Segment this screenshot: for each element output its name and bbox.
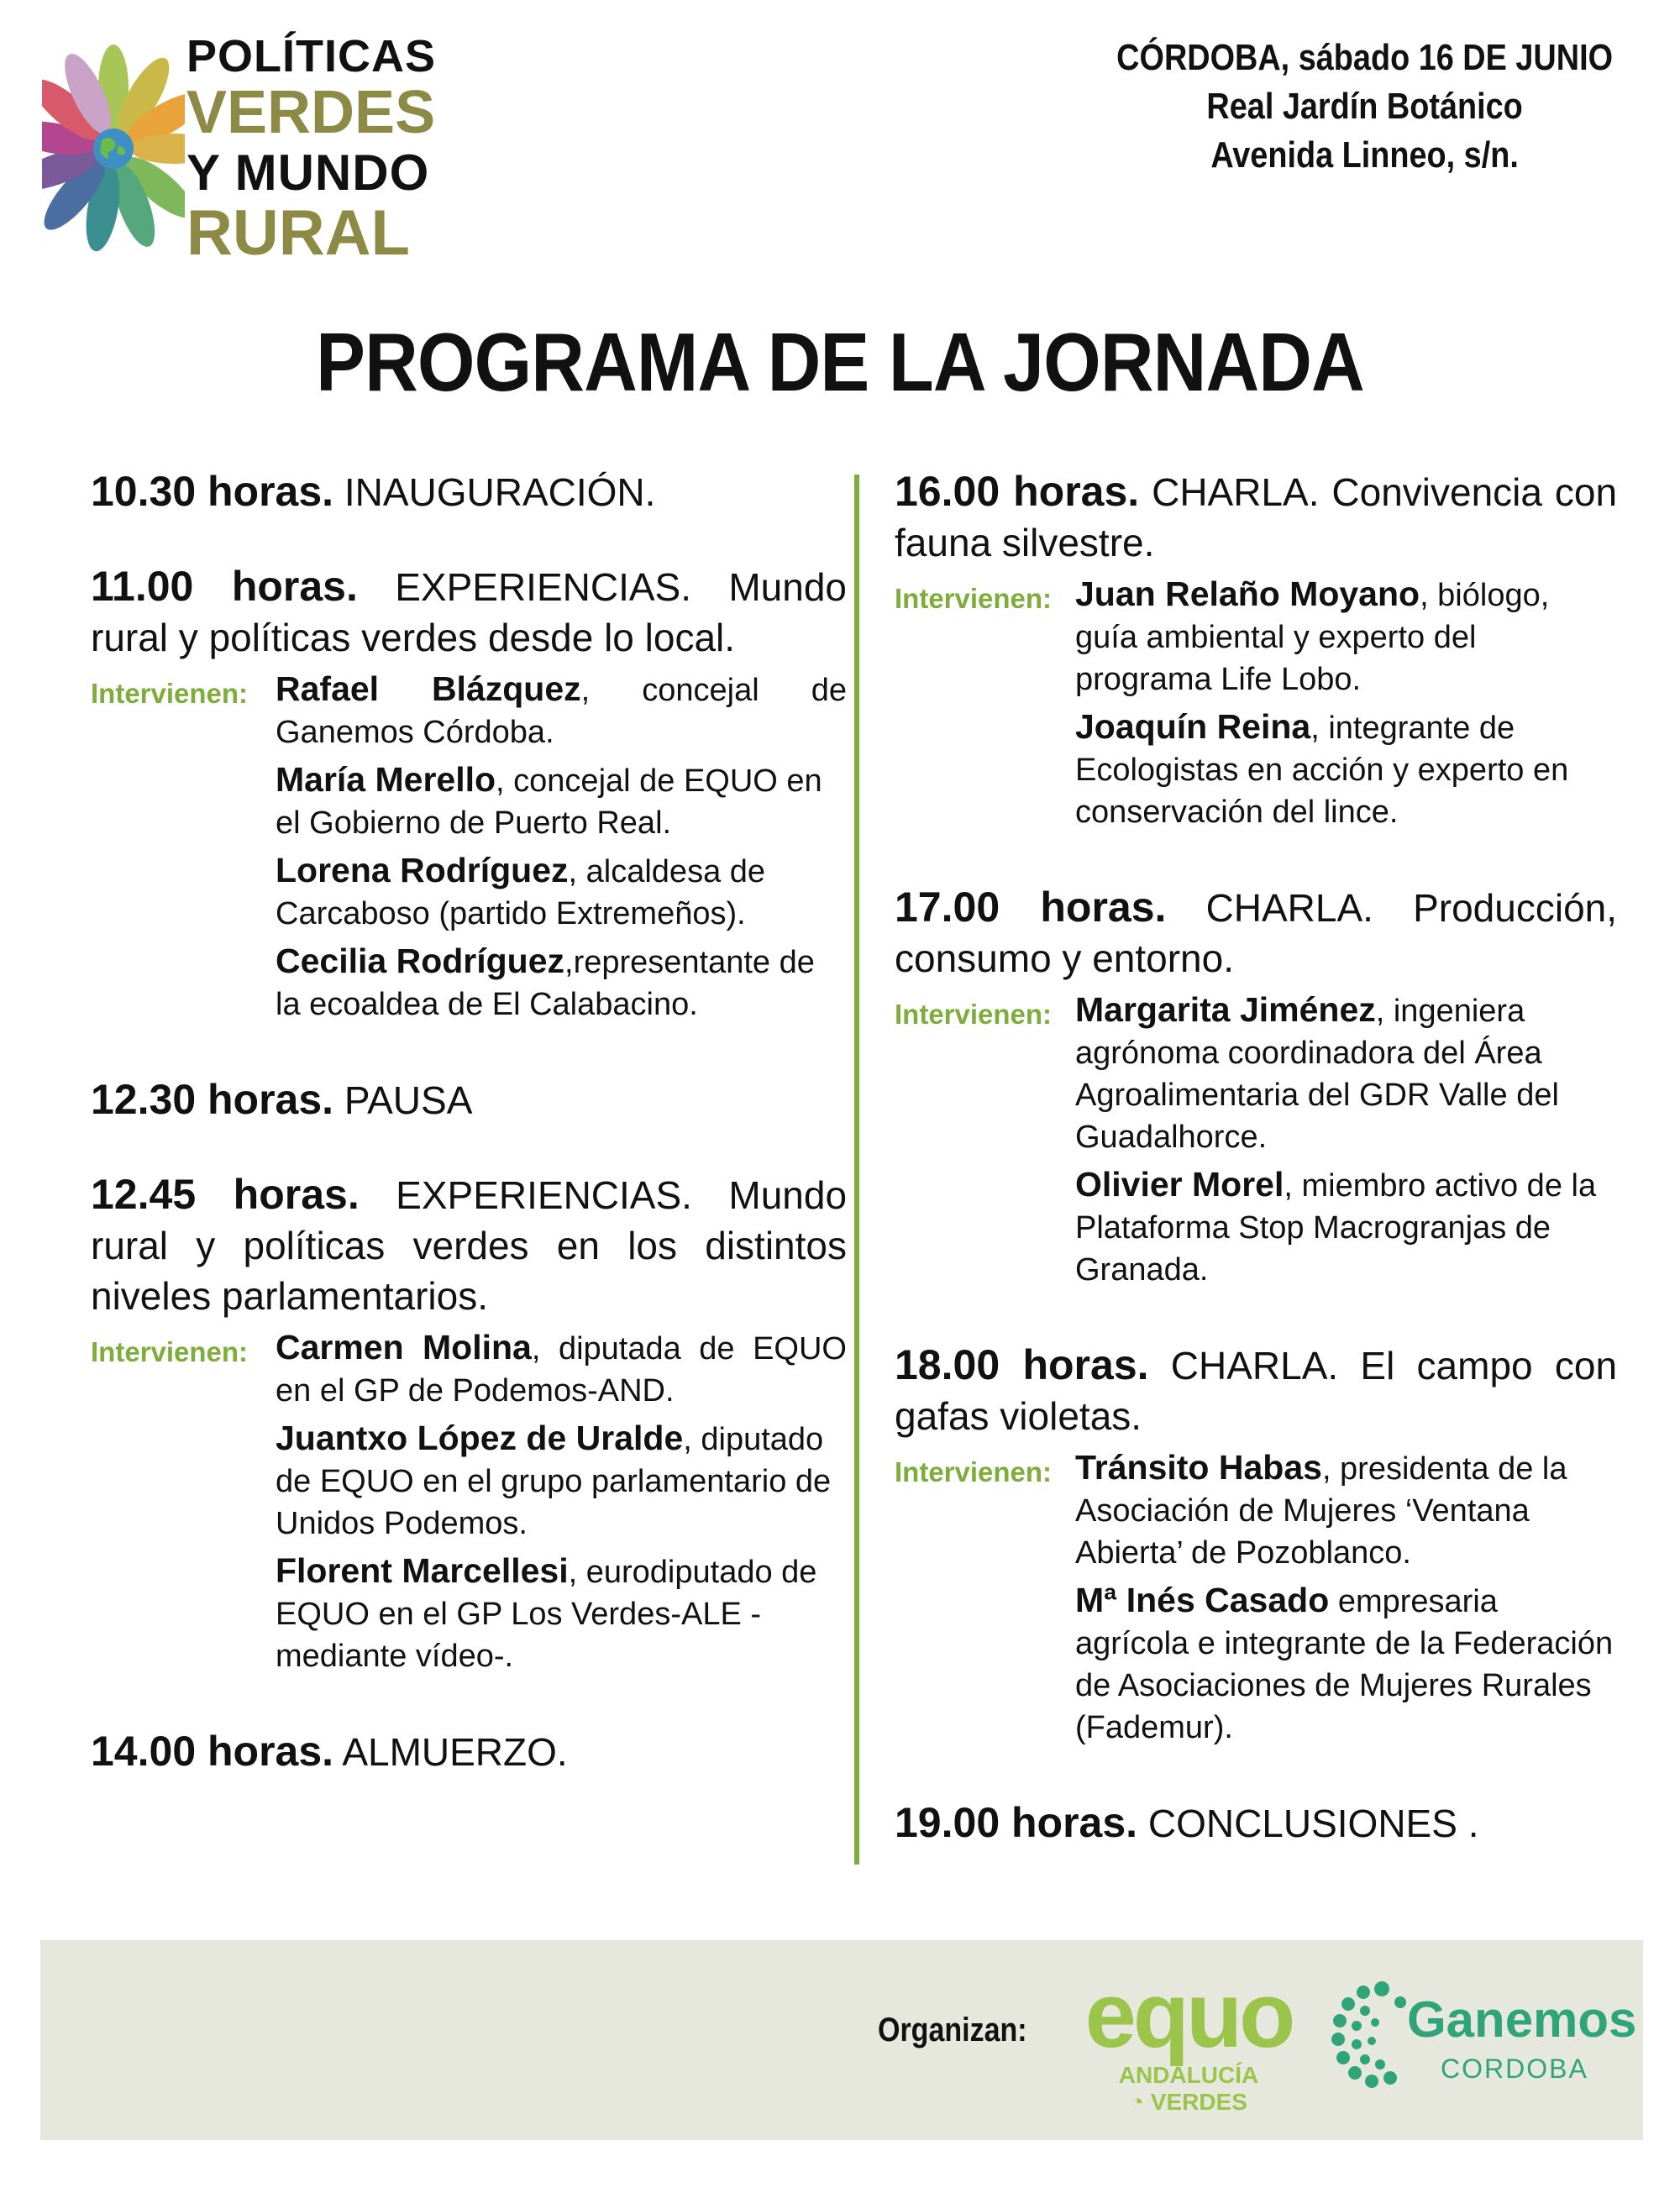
speaker-role: ,representante de la ecoaldea de El Calabacino. <box>276 945 815 1022</box>
equo-tagline: ◔ VERDES <box>1130 2089 1247 2115</box>
item-time: 12.30 horas. <box>91 1076 334 1123</box>
speaker-name: Lorena Rodríguez <box>276 851 569 889</box>
item-time: 14.00 horas. <box>91 1728 334 1775</box>
venue-info <box>1116 34 1613 180</box>
speaker <box>1075 573 1617 700</box>
schedule-item <box>91 466 847 517</box>
item-time: 11.00 horas. <box>91 563 358 610</box>
speaker-name: Olivier Morel <box>1075 1165 1284 1204</box>
speaker <box>1075 1446 1617 1574</box>
schedule-item <box>91 1074 847 1125</box>
speaker-role: , alcaldesa de Carcaboso (partido Extremeños). <box>276 854 766 931</box>
speaker-role: , eurodiputado de EQUO en el GP Los Verdes-ALE -mediante vídeo-. <box>276 1555 817 1674</box>
equo-logo <box>1063 1964 1315 2116</box>
item-label: INAUGURACIÓN. <box>344 470 656 514</box>
speaker <box>1075 1163 1617 1291</box>
ganemos-logo <box>1331 1974 1637 2100</box>
item-time: 16.00 horas. <box>895 468 1140 515</box>
speaker <box>276 668 847 753</box>
item-description: Convivencia con fauna silvestre. <box>895 470 1618 564</box>
item-time: 10.30 horas. <box>91 468 334 515</box>
speaker <box>276 1550 847 1677</box>
item-time: 17.00 horas. <box>895 884 1167 931</box>
item-label: EXPERIENCIAS. <box>396 1173 692 1217</box>
speaker-role: , ingeniera agrónoma coordinadora del Área Agroalimentaria del GDR Valle del Guadalhorce. <box>1075 994 1559 1155</box>
speakers <box>91 1326 847 1682</box>
event-logo <box>42 31 445 269</box>
schedule-item <box>895 1340 1617 1754</box>
event-address: Avenida Linneo, s/n. <box>1210 134 1519 176</box>
equo-region: ANDALUCÍA <box>1118 2062 1259 2088</box>
schedule-item <box>895 1797 1617 1849</box>
logo-line-3: Y MUNDO <box>186 144 430 201</box>
item-description: Mundo rural y políticas verdes desde lo local. <box>91 565 847 659</box>
speaker-name: Cecilia Rodríguez <box>276 942 565 980</box>
speaker-role: empresaria agrícola e integrante de la Federación de Asociaciones de Mujeres Rurales (Fademur). <box>1075 1584 1614 1745</box>
event-place: Real Jardín Botánico <box>1206 86 1523 127</box>
item-label: PAUSA <box>344 1078 473 1122</box>
item-label: CHARLA. <box>1170 1344 1339 1388</box>
logo-line-1: POLÍTICAS <box>186 31 437 81</box>
item-label: CONCLUSIONES . <box>1147 1802 1479 1845</box>
page-title: PROGRAMA DE LA JORNADA <box>316 316 1364 408</box>
intervienen-label: Intervienen: <box>895 1456 1053 1487</box>
intervienen-label: Intervienen: <box>91 678 249 709</box>
speaker-name: María Merello <box>276 760 496 799</box>
schedule-right-column <box>895 466 1617 1892</box>
ganemos-city: CORDOBA <box>1441 2054 1588 2084</box>
flower-icon <box>42 44 185 254</box>
speaker <box>1075 1579 1617 1749</box>
schedule-left-column <box>91 466 847 1821</box>
item-label: EXPERIENCIAS. <box>395 565 691 609</box>
column-divider <box>854 475 859 1865</box>
speaker-name: Juantxo López de Uralde <box>276 1419 684 1457</box>
schedule-item <box>91 1726 847 1777</box>
speaker-name: Joaquín Reina <box>1075 707 1311 746</box>
speaker-name: Florent Marcellesi <box>276 1551 569 1590</box>
schedule-item <box>895 466 1617 838</box>
equo-wordmark: equo <box>1084 1964 1293 2067</box>
dots-circle-icon <box>1331 1974 1415 2100</box>
speakers <box>895 989 1617 1296</box>
intervienen-label: Intervienen: <box>91 1336 249 1367</box>
logo-line-2: VERDES <box>186 79 436 146</box>
item-time: 18.00 horas. <box>895 1341 1149 1388</box>
speaker-name: Carmen Molina <box>276 1328 532 1367</box>
speaker-role: , concejal de Ganemos Córdoba. <box>276 673 847 750</box>
item-description: Mundo rural y políticas verdes en los distintos niveles parlamentarios. <box>91 1173 848 1318</box>
speaker <box>1075 989 1617 1158</box>
organizers-label: Organizan: <box>878 2012 1027 2048</box>
item-time: 12.45 horas. <box>91 1171 360 1218</box>
speaker-role: , biólogo, guía ambiental y experto del programa Life Lobo. <box>1075 578 1550 697</box>
speaker-name: Juan Relaño Moyano <box>1075 574 1420 613</box>
item-label: CHARLA. <box>1152 470 1320 514</box>
item-description: Producción, consumo y entorno. <box>895 886 1618 980</box>
sun-icon: ◔ <box>1130 2089 1151 2115</box>
schedule-item <box>895 882 1617 1296</box>
item-description: El campo con gafas violetas. <box>895 1344 1618 1438</box>
speaker <box>276 1417 847 1545</box>
speaker-role: , presidenta de la Asociación de Mujeres ‘Ventana Abierta’ de Pozoblanco. <box>1075 1451 1567 1571</box>
speaker-role: , miembro activo de la Plataforma Stop Macrogranjas de Granada. <box>1075 1168 1597 1288</box>
ganemos-wordmark: Ganemos <box>1407 1991 1637 2048</box>
speaker-role: , diputado de EQUO en el grupo parlamentario de Unidos Podemos. <box>276 1422 832 1541</box>
intervienen-label: Intervienen: <box>895 999 1053 1030</box>
speakers <box>91 668 847 1031</box>
speaker-name: Rafael Blázquez <box>276 669 581 708</box>
speaker-name: Tránsito Habas <box>1075 1448 1322 1487</box>
speaker-name: Mª Inés Casado <box>1075 1581 1330 1619</box>
speaker <box>276 758 847 844</box>
event-date: CÓRDOBA, sábado 16 DE JUNIO <box>1116 37 1613 78</box>
item-time: 19.00 horas. <box>895 1799 1138 1846</box>
schedule-item <box>91 561 847 1031</box>
intervienen-label: Intervienen: <box>895 583 1053 614</box>
speakers <box>895 1446 1617 1754</box>
speaker <box>276 1326 847 1412</box>
speakers <box>895 573 1617 838</box>
speaker <box>276 940 847 1026</box>
speaker <box>1075 706 1617 833</box>
logo-line-4: RURAL <box>186 197 410 269</box>
speaker-role: , integrante de Ecologistas en acción y experto en conservación del lince. <box>1075 711 1569 830</box>
item-label: CHARLA. <box>1205 886 1373 930</box>
speaker-role: , concejal de EQUO en el Gobierno de Puerto Real. <box>276 763 822 841</box>
speaker-role: , diputada de EQUO en el GP de Podemos-AND. <box>276 1331 847 1409</box>
speaker <box>276 849 847 935</box>
schedule-item <box>91 1169 847 1682</box>
speaker-name: Margarita Jiménez <box>1075 990 1376 1029</box>
item-label: ALMUERZO. <box>342 1730 568 1774</box>
